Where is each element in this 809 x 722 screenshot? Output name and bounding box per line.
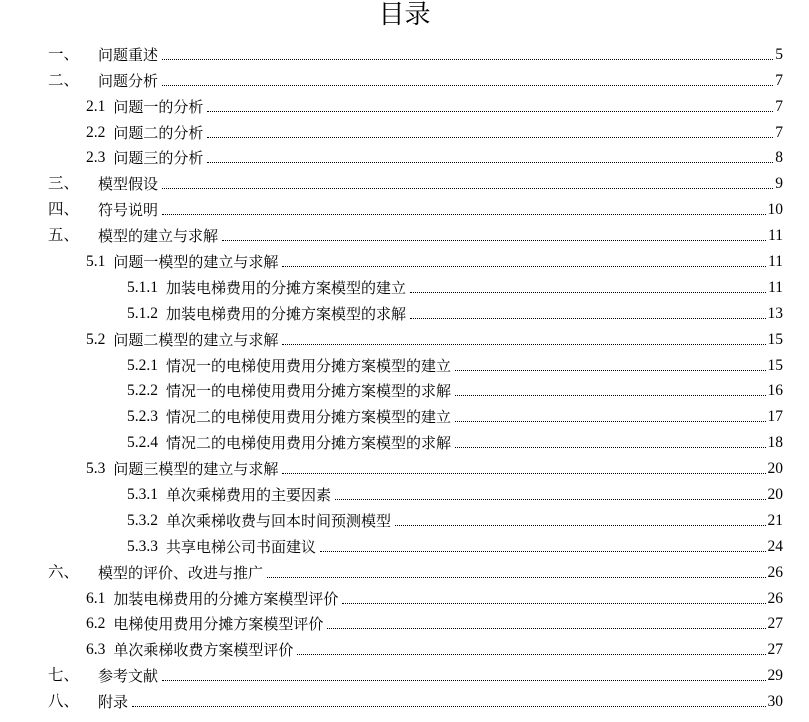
- toc-dot-leader: [162, 188, 773, 189]
- toc-entry-label[interactable]: 情况二的电梯使用费用分摊方案模型的求解: [166, 434, 452, 453]
- toc-entry-page-number[interactable]: 11: [768, 227, 783, 245]
- toc-entry-number: 5.3.3: [127, 537, 158, 555]
- toc-entry-label[interactable]: 问题重述: [98, 45, 159, 64]
- toc-entry-label[interactable]: 单次乘梯收费方案模型评价: [113, 641, 294, 660]
- toc-entry-label[interactable]: 加装电梯费用的分摊方案模型的求解: [166, 304, 407, 323]
- toc-entry-page-number[interactable]: 15: [767, 356, 783, 374]
- toc-entry-label[interactable]: 单次乘梯费用的主要因素: [166, 486, 332, 505]
- toc-entry-page-number[interactable]: 7: [775, 71, 783, 89]
- toc-entry-number: 5.3.1: [127, 486, 158, 504]
- toc-entry-number: 5.3: [86, 460, 106, 478]
- toc-dot-leader: [267, 577, 765, 578]
- toc-dot-leader: [222, 240, 766, 241]
- toc-entry[interactable]: [0, 352, 809, 378]
- toc-entry-page-number[interactable]: 11: [768, 278, 783, 296]
- toc-entry-page-number[interactable]: 7: [775, 123, 783, 141]
- toc-entry-number: 八、: [48, 693, 80, 711]
- toc-entry[interactable]: [0, 585, 809, 611]
- toc-entry-number: 5.1: [86, 253, 106, 271]
- toc-entry-number: 5.1.1: [127, 278, 158, 296]
- toc-entry-label[interactable]: 符号说明: [98, 201, 159, 220]
- toc-entry[interactable]: [0, 533, 809, 559]
- toc-entry[interactable]: [0, 326, 809, 352]
- toc-dot-leader: [207, 111, 773, 112]
- toc-dot-leader: [455, 447, 765, 448]
- toc-dot-leader: [327, 628, 765, 629]
- toc-entry-page-number[interactable]: 5: [775, 45, 783, 63]
- toc-dot-leader: [162, 680, 765, 681]
- toc-entry[interactable]: [0, 248, 809, 274]
- toc-entry[interactable]: [0, 196, 809, 222]
- toc-dot-leader: [320, 551, 765, 552]
- toc-entry-number: 6.3: [86, 641, 106, 659]
- toc-entry-label[interactable]: 参考文献: [98, 667, 159, 686]
- toc-entry-label[interactable]: 问题一的分析: [113, 97, 204, 116]
- toc-entry[interactable]: [0, 403, 809, 429]
- toc-entry-label[interactable]: 问题二的分析: [113, 123, 204, 142]
- toc-entry-label[interactable]: 模型的评价、改进与推广: [98, 563, 264, 582]
- toc-entry[interactable]: [0, 636, 809, 662]
- toc-entry-label[interactable]: 问题二模型的建立与求解: [113, 330, 279, 349]
- toc-entry-label[interactable]: 问题分析: [98, 71, 159, 90]
- toc-entry[interactable]: [0, 145, 809, 171]
- toc-entry-page-number[interactable]: 27: [767, 641, 783, 659]
- toc-entry-number: 5.2.3: [127, 408, 158, 426]
- toc-entry-page-number[interactable]: 16: [767, 382, 783, 400]
- toc-dot-leader: [282, 344, 765, 345]
- toc-entry[interactable]: [0, 481, 809, 507]
- toc-entry-number: 2.3: [86, 149, 106, 167]
- toc-entry[interactable]: [0, 300, 809, 326]
- toc-entry[interactable]: [0, 611, 809, 637]
- toc-dot-leader: [162, 85, 773, 86]
- toc-entry-label[interactable]: 附录: [98, 693, 129, 712]
- toc-dot-leader: [282, 266, 766, 267]
- toc-entry-label[interactable]: 情况一的电梯使用费用分摊方案模型的求解: [166, 382, 452, 401]
- toc-entry-number: 七、: [48, 667, 80, 685]
- toc-dot-leader: [455, 370, 765, 371]
- toc-entry[interactable]: [0, 67, 809, 93]
- toc-entry-label[interactable]: 模型假设: [98, 175, 159, 194]
- toc-entry-page-number[interactable]: 24: [767, 537, 783, 555]
- toc-entry[interactable]: [0, 119, 809, 145]
- toc-entry-number: 二、: [48, 71, 80, 89]
- toc-entry-label[interactable]: 加装电梯费用的分摊方案模型评价: [113, 589, 339, 608]
- toc-title: 目录: [378, 0, 431, 30]
- toc-list: [0, 41, 809, 714]
- toc-entry-page-number[interactable]: 26: [767, 563, 783, 581]
- toc-entry[interactable]: [0, 455, 809, 481]
- toc-entry[interactable]: [0, 93, 809, 119]
- toc-dot-leader: [342, 603, 765, 604]
- toc-dot-leader: [335, 499, 765, 500]
- toc-entry-number: 6.2: [86, 615, 106, 633]
- toc-entry[interactable]: [0, 688, 809, 714]
- toc-entry-page-number[interactable]: 9: [775, 175, 783, 193]
- toc-dot-leader: [455, 395, 765, 396]
- toc-entry-page-number[interactable]: 20: [767, 460, 783, 478]
- toc-dot-leader: [207, 162, 773, 163]
- toc-entry-number: 5.1.2: [127, 304, 158, 322]
- toc-entry-page-number[interactable]: 8: [775, 149, 783, 167]
- toc-entry-page-number[interactable]: 21: [767, 511, 783, 529]
- toc-dot-leader: [132, 706, 765, 707]
- toc-dot-leader: [455, 421, 765, 422]
- toc-entry-number: 5.3.2: [127, 511, 158, 529]
- toc-entry-number: 5.2.1: [127, 356, 158, 374]
- toc-entry-number: 5.2.2: [127, 382, 158, 400]
- toc-entry[interactable]: [0, 170, 809, 196]
- toc-entry-label[interactable]: 电梯使用费用分摊方案模型评价: [113, 615, 324, 634]
- toc-entry-page-number[interactable]: 20: [767, 486, 783, 504]
- toc-entry-number: 三、: [48, 175, 80, 193]
- toc-entry-label[interactable]: 加装电梯费用的分摊方案模型的建立: [166, 278, 407, 297]
- toc-entry-number: 2.2: [86, 123, 106, 141]
- toc-entry-number: 2.1: [86, 97, 106, 115]
- toc-entry[interactable]: [0, 507, 809, 533]
- toc-entry-label[interactable]: 模型的建立与求解: [98, 227, 219, 246]
- toc-entry-page-number[interactable]: 11: [768, 253, 783, 271]
- toc-entry-number: 5.2.4: [127, 434, 158, 452]
- toc-entry-page-number[interactable]: 10: [767, 201, 783, 219]
- toc-entry[interactable]: [0, 559, 809, 585]
- toc-dot-leader: [162, 59, 773, 60]
- toc-entry-label[interactable]: 情况一的电梯使用费用分摊方案模型的建立: [166, 356, 452, 375]
- toc-entry-label[interactable]: 问题一模型的建立与求解: [113, 253, 279, 272]
- toc-entry-label[interactable]: 共享电梯公司书面建议: [166, 537, 317, 556]
- toc-entry-page-number[interactable]: 29: [767, 667, 783, 685]
- toc-dot-leader: [282, 473, 765, 474]
- toc-entry[interactable]: [0, 662, 809, 688]
- toc-entry[interactable]: [0, 222, 809, 248]
- toc-entry-label[interactable]: 问题三模型的建立与求解: [113, 460, 279, 479]
- toc-entry-number: 六、: [48, 563, 80, 581]
- toc-entry-label[interactable]: 问题三的分析: [113, 149, 204, 168]
- toc-entry[interactable]: [0, 41, 809, 67]
- toc-dot-leader: [162, 214, 765, 215]
- toc-entry-page-number[interactable]: 18: [767, 434, 783, 452]
- toc-dot-leader: [395, 525, 765, 526]
- toc-entry-page-number[interactable]: 7: [775, 97, 783, 115]
- toc-entry-number: 5.2: [86, 330, 106, 348]
- toc-entry-page-number[interactable]: 26: [767, 589, 783, 607]
- toc-entry-number: 五、: [48, 227, 80, 245]
- toc-entry-number: 6.1: [86, 589, 106, 607]
- toc-entry-page-number[interactable]: 13: [767, 304, 783, 322]
- toc-entry-page-number[interactable]: 15: [767, 330, 783, 348]
- toc-entry-label[interactable]: 单次乘梯收费与回本时间预测模型: [166, 511, 392, 530]
- toc-dot-leader: [410, 318, 765, 319]
- toc-entry-page-number[interactable]: 17: [767, 408, 783, 426]
- toc-entry-label[interactable]: 情况二的电梯使用费用分摊方案模型的建立: [166, 408, 452, 427]
- toc-dot-leader: [207, 137, 773, 138]
- toc-entry-number: 一、: [48, 45, 80, 63]
- toc-entry-page-number[interactable]: 30: [767, 693, 783, 711]
- toc-entry[interactable]: [0, 274, 809, 300]
- toc-entry[interactable]: [0, 429, 809, 455]
- toc-dot-leader: [410, 292, 766, 293]
- toc-entry-page-number[interactable]: 27: [767, 615, 783, 633]
- toc-entry-number: 四、: [48, 201, 80, 219]
- toc-entry[interactable]: [0, 378, 809, 404]
- toc-dot-leader: [297, 654, 765, 655]
